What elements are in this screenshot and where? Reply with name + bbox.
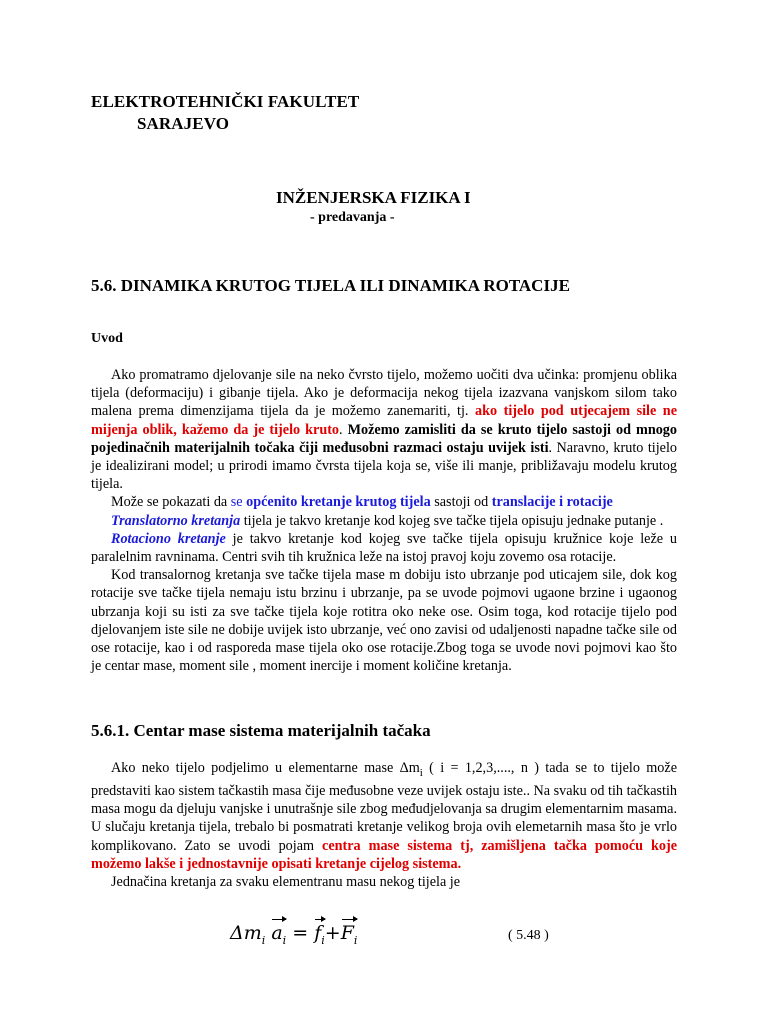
subsection-p1-text-a: Ako neko tijelo podjelimo u elementarne mase — [111, 760, 400, 776]
rigid-body-definition: ako tijelo pod utjecajem sile ne mijenja oblik, kažemo da je tijelo kruto — [91, 403, 677, 438]
course-subtitle: - predavanja - — [310, 210, 395, 225]
intro-text — [91, 366, 677, 675]
equation-5-48 — [230, 922, 357, 947]
subsection-p1-text-b: ( i = 1,2,3,...., n ) tada se to tijelo može predstaviti kao sistem tačkastih masa čije međusobne veze uvijek ostaju iste.. Na svaku od tih tačkastih masa mogu da djeluju vanjske i unutrašnje sile zbog međudjelovanja sa drugim elementarnim masama. U slučaju kretanja tijela, trebalo bi posmatrati kretanje velikog broja ovih elemetarnih masa što je vrlo komplikovano. Zato se uvodi pojam — [91, 760, 677, 854]
rigid-body-model-statement: Možemo zamisliti da se kruto tijelo sastoji od mnogo pojedinačnih materijalnih točaka čiji međusobni razmaci ostaju uvijek isti — [91, 421, 677, 456]
intro-p2-blue: se — [230, 494, 247, 511]
delta-m-symbol: Δm — [399, 760, 420, 776]
intro-p1-text-a: Ako promatramo djelovanje sile na neko čvrsto tijelo, možemo uočiti dva učinka: promjenu oblika tijela (deformaciju) i gibanje tijela. Ako je deformacija nekog tijela izazvana vanjskom silom tako malena prema dimenzijama tijela da je možemo zanemariti, tj. — [91, 367, 677, 420]
eq-mass: m — [243, 922, 262, 944]
faculty-name: ELEKTROTEHNIČKI FAKULTET — [91, 92, 360, 111]
equation-number: ( 5.48 ) — [508, 928, 549, 943]
course-title: INŽENJERSKA FIZIKA I — [276, 188, 471, 207]
eq-plus: + — [324, 922, 341, 944]
eq-acceleration: a — [271, 922, 283, 944]
intro-p1-text-c: . Naravno, kruto tijelo je idealizirani model; u prirodi imamo čvrsta tijela koja se, više ili manje, približavaju modelu krutog tijela. — [91, 439, 677, 493]
eq-equals: = — [286, 922, 315, 944]
subsection-title: 5.6.1. Centar mase sistema materijalnih tačaka — [91, 721, 431, 740]
general-motion-term: općenito kretanje krutog tijela — [246, 494, 431, 511]
translational-motion-term: Translatorno kretanja — [111, 512, 241, 529]
intro-paragraph-4 — [91, 530, 677, 566]
eq-delta: Δ — [230, 922, 244, 944]
subsection-paragraph-2: Jednačina kretanja za svaku elementranu masu nekog tijela je — [111, 874, 461, 891]
intro-p2-text-b: sastoji od — [430, 494, 492, 511]
eq-mass-subscript: i — [261, 933, 266, 947]
eq-external-force: F — [340, 922, 354, 944]
delta-m-subscript: i — [419, 766, 423, 779]
eq-internal-force-vector — [314, 922, 325, 947]
intro-p1-text-b: . — [339, 421, 348, 438]
intro-p4-text: je takvo kretanje kod kojeg sve tačke tijela opisuju kružnice koje leže u paralelnim ravninama. Centri svih tih kružnica leže na istoj pravoj koju zovemo osa rotacije. — [91, 530, 677, 566]
eq-internal-force-subscript: i — [321, 933, 325, 947]
center-of-mass-definition: centra mase sistema tj, zamišljena tačka pomoću koje možemo lakše i jednostavnije opisati kretanje cijelog sistema. — [91, 837, 677, 872]
intro-heading: Uvod — [91, 331, 123, 346]
intro-paragraph-5: Kod transalornog kretanja sve tačke tijela mase m dobiju isto ubrzanje pod uticajem sile, dok kog rotacije sve tačke tijela nemaju istu brzinu i ubrzanje, pa se uvode pojmovi ugaone brzine i ugaonog ubrzanja koji su isti za sve tačke tijela koje rotitra oko neke ose. Osim toga, kod rotacije tijelo pod djelovanjem iste sile ne dobije uvijek isto ubrzanje, već ono zavisi od udaljenosti napadne tačke sile od ose rotacije, kao i od rasporeda mase tijela oko ose rotacije.Zbog toga se uvode novi pojmovi kao što je centar mase, moment sile , moment inercije i moment količine kretanja. — [91, 567, 677, 675]
intro-paragraph-3 — [91, 512, 677, 530]
rotational-motion-term: Rotaciono kretanje — [111, 530, 226, 547]
eq-acceleration-vector — [271, 922, 286, 947]
intro-p3-text: tijela je takvo kretanje kod kojeg sve tačke tijela opisuju jednake putanje . — [240, 512, 664, 529]
intro-p2-text-a: Može se pokazati da — [111, 494, 231, 511]
section-title: 5.6. DINAMIKA KRUTOG TIJELA ILI DINAMIKA ROTACIJE — [91, 276, 570, 295]
eq-external-force-vector — [341, 922, 358, 947]
faculty-city: SARAJEVO — [137, 114, 230, 133]
eq-internal-force: f — [314, 922, 322, 944]
translation-rotation-term: translacije i rotacije — [491, 494, 613, 511]
eq-external-force-subscript: i — [353, 933, 358, 947]
intro-paragraph-2 — [91, 493, 677, 511]
subsection-text — [91, 759, 677, 891]
intro-paragraph-1 — [91, 366, 677, 493]
subsection-paragraph-1 — [91, 759, 677, 873]
eq-acceleration-subscript: i — [282, 933, 287, 947]
